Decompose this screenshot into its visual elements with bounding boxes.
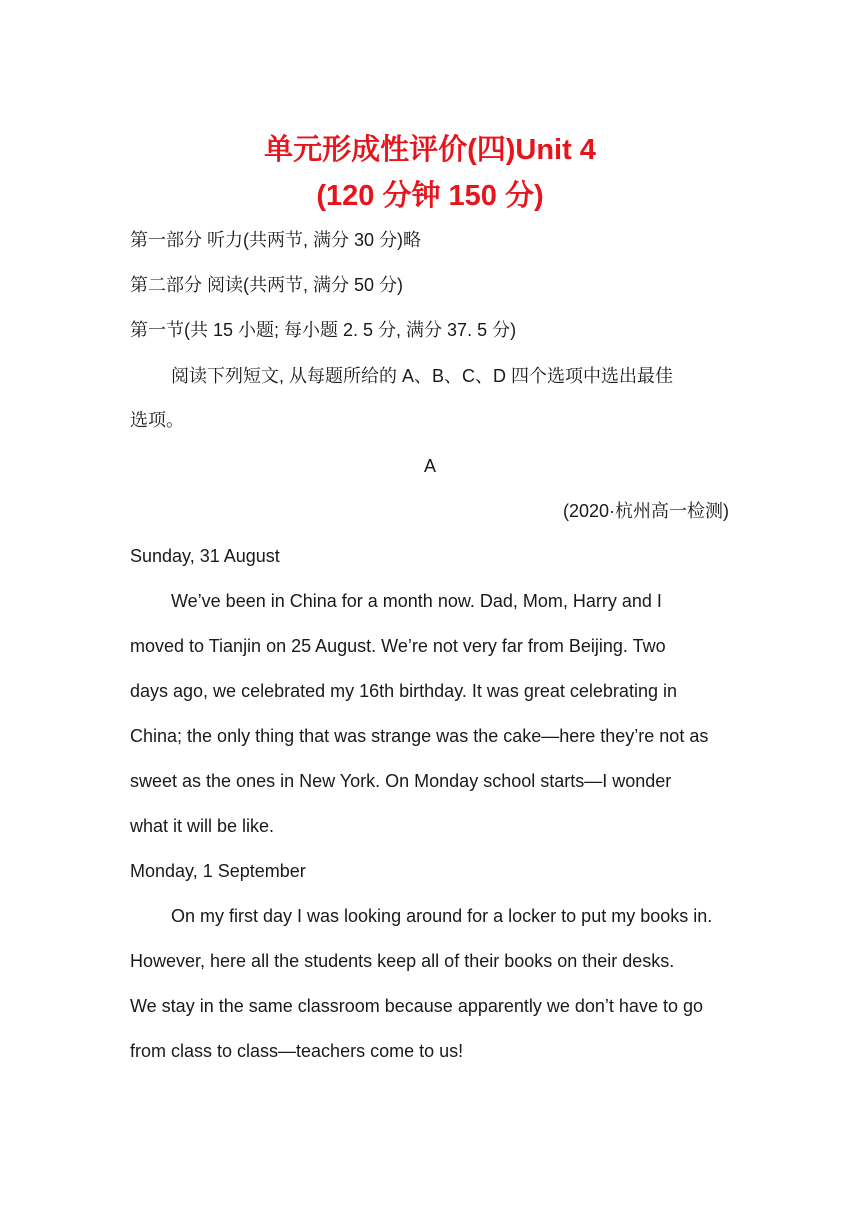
passage-text-line: We’ve been in China for a month now. Dad, Mom, Harry and I [171, 591, 662, 611]
passage-text-line: moved to Tianjin on 25 August. We’re not very far from Beijing. Two [130, 636, 666, 656]
passage-text-line: On my first day I was looking around for a locker to put my books in. [171, 906, 713, 926]
diary-entry-date: Monday, 1 September [130, 861, 306, 881]
passage-text-line: what it will be like. [130, 816, 275, 836]
passage-text-line: We stay in the same classroom because apparently we don’t have to go [130, 996, 703, 1016]
passage-label: A [423, 456, 436, 476]
diary-entry-date: Sunday, 31 August [130, 546, 280, 566]
document-title: 单元形成性评价(四)Unit 4 [264, 134, 596, 166]
passage-source: (2020·杭州高一检测) [562, 501, 729, 521]
document-subtitle-time-score: (120 分钟 150 分) [316, 180, 544, 212]
instruction-line-2: 选项。 [130, 410, 184, 430]
passage-text-line: sweet as the ones in New York. On Monday school starts—I wonder [130, 771, 672, 791]
part-two-heading: 第二部分 阅读(共两节, 满分 50 分) [130, 275, 404, 295]
passage-text-line: China; the only thing that was strange was the cake—here they’re not as [130, 726, 709, 746]
passage-text-line: days ago, we celebrated my 16th birthday. It was great celebrating in [130, 681, 677, 701]
part-one-heading: 第一部分 听力(共两节, 满分 30 分)略 [130, 230, 422, 250]
passage-text-line: from class to class—teachers come to us! [130, 1041, 464, 1061]
passage-text-line: However, here all the students keep all of their books on their desks. [130, 951, 675, 971]
section-one-heading: 第一节(共 15 小题; 每小题 2. 5 分, 满分 37. 5 分) [130, 320, 517, 340]
instruction-line-1: 阅读下列短文, 从每题所给的 A、B、C、D 四个选项中选出最佳 [171, 366, 674, 386]
